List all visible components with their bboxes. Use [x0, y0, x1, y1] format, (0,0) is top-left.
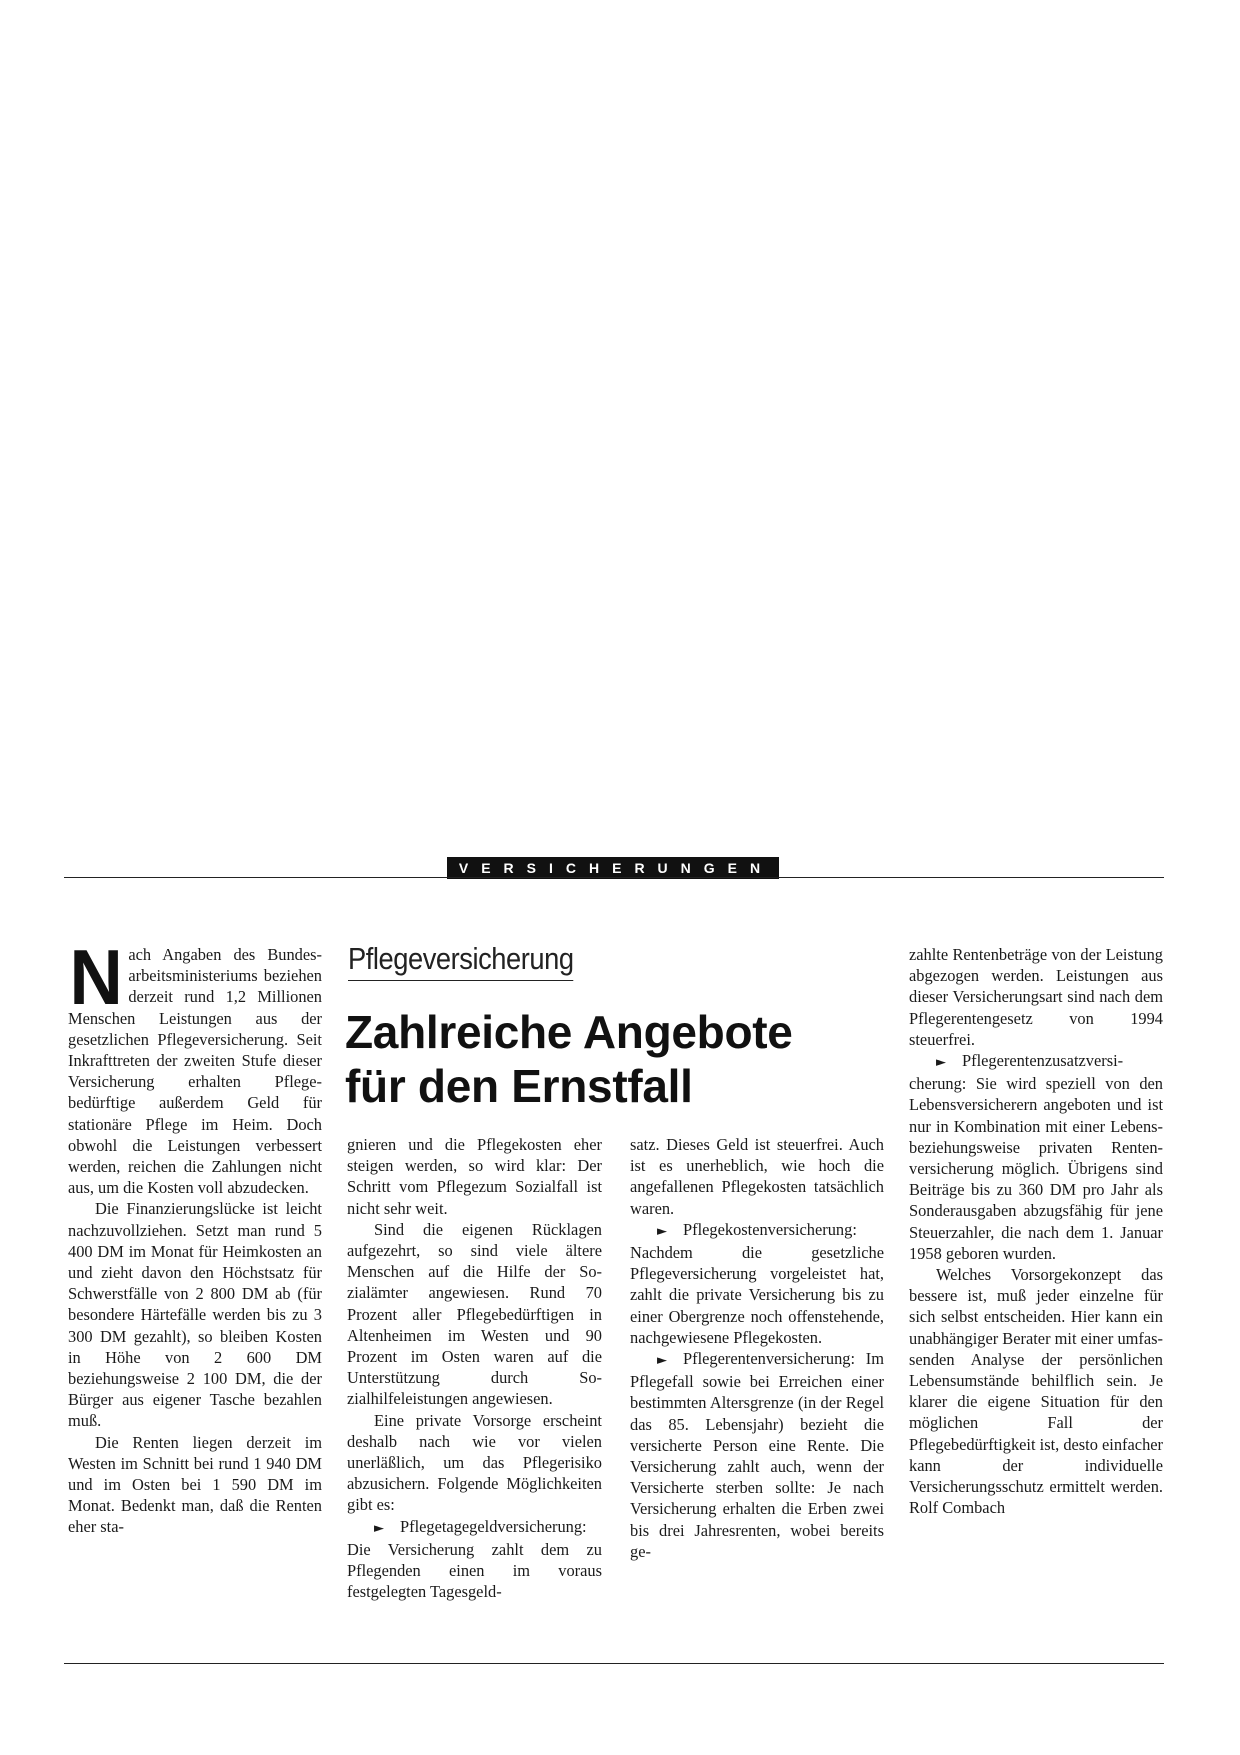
- arrow-bullet-icon: ►: [657, 1353, 667, 1369]
- drop-cap: N: [69, 933, 123, 1021]
- headline-line-2: für den Ernstfall: [345, 1060, 693, 1112]
- bottom-rule: [64, 1663, 1164, 1664]
- text-column-4: [909, 944, 1163, 1518]
- top-rule: [64, 877, 1164, 878]
- paragraph: gnieren und die Pflegekosten eher steigen werden, so wird klar: Der Schritt vom Pflegezum Sozialfall ist nicht sehr weit.: [347, 1135, 602, 1218]
- paragraph: satz. Dieses Geld ist steuerfrei. Auch ist es unerheblich, wie hoch die angefallenen Pflegekosten tatsächlich waren.: [630, 1135, 884, 1218]
- paragraph-text: Welches Vorsorgekonzept das bessere ist, muß jeder einzelne für sich selbst entscheiden. Hier kann ein unabhängiger Berater mit einer umfassenden Analyse der persönlichen Lebensumstände behilflich sein. Je klarer die eigene Situation für den möglichen Fall der Pflegebedürftigkeit ist, desto einfacher kann der individuelle Versicherungsschutz ermittelt werden.: [909, 1265, 1163, 1497]
- paragraph: Eine private Vorsorge erscheint deshalb nach wie vor vielen unerläßlich, um das Pflegerisiko abzusichern. Folgende Möglichkeiten gibt es:: [347, 1410, 602, 1515]
- paragraph-text: Pflegekostenversicherung: Nachdem die gesetzliche Pflegeversicherung vorgeleistet hat, zahlt die private Versicherung bis zu einer Obergrenze noch offenstehende, nachgewiesene Pflegekosten.: [630, 1219, 884, 1347]
- article-headline: [345, 1005, 885, 1113]
- paragraph: Die Finanzierungslücke ist leicht nachzuvollziehen. Setzt man rund 5 400 DM im Monat für Heimkosten an und zieht davon den Höchstsatz für Schwerstfälle von 2 800 DM ab (für besondere Härtefälle werden bis zu 3 300 DM gezahlt), so bleiben Kosten in Höhe von 2 600 DM beziehungsweise 2 100 DM, die der Bürger aus eigener Tasche bezahlen muß.: [68, 1199, 322, 1431]
- arrow-bullet-icon: ►: [936, 1055, 946, 1071]
- arrow-bullet-icon: ►: [657, 1223, 667, 1239]
- paragraph: [68, 933, 322, 1198]
- bullet-paragraph: [347, 1516, 602, 1603]
- headline-line-1: Zahlreiche Angebote: [345, 1006, 793, 1058]
- text-column-2: [347, 1134, 602, 1602]
- paragraph: zahlte Rentenbeträge von der Leistung abgezogen werden. Leistungen aus dieser Versicherungsart sind nach dem Pflegerentengesetz von 1994 steuerfrei.: [909, 945, 1163, 1049]
- text-column-3: [630, 1134, 884, 1562]
- paragraph-text: Pflegetagegeldversicherung: Die Versicherung zahlt dem zu Pflegenden einen im voraus festgelegten Tagesgeld-: [347, 1516, 602, 1602]
- paragraph: Sind die eigenen Rücklagen aufgezehrt, so sind viele ältere Menschen auf die Hilfe der Sozialämter angewiesen. Rund 70 Prozent aller Pflegebedürftigen in Altenheimen im Westen und 90 Prozent im Osten waren auf die Unterstützung durch Sozialhilfeleistungen angewiesen.: [347, 1219, 602, 1409]
- paragraph-text: Pflegerentenversicherung: Im Pflegefall sowie bei Erreichen einer bestimmten Altersgrenze (in der Regel das 85. Lebensjahr) bezieht die versicherte Person eine Rente. Die Versicherung zahlt auch, wenn der Versicherte sterben sollte: Je nach Versicherung erhalten die Erben zwei bis drei Jahresrenten, wobei bereits ge-: [630, 1349, 884, 1561]
- bullet-paragraph: [630, 1348, 884, 1562]
- section-label: VERSICHERUNGEN: [447, 857, 779, 879]
- paragraph-text: Pflegerentenzusatzversicherung: Sie wird speziell von den Lebensversicherern angeboten und ist nur in Kombination mit einer Lebens- beziehungsweise privaten Rentenversicherung möglich. Übrigens sind Beiträge bis zu 360 DM pro Jahr als Sonderausgaben abzugsfähig für jene Steuerzahler, die nach dem 1. Januar 1958 geboren wurden.: [909, 1051, 1163, 1263]
- bullet-paragraph: [909, 1050, 1163, 1264]
- text-column-1: [68, 933, 322, 1538]
- bullet-paragraph: [630, 1219, 884, 1348]
- article-kicker: Pflegeversicherung: [348, 940, 574, 981]
- arrow-bullet-icon: ►: [374, 1520, 384, 1536]
- paragraph-text: ach Angaben des Bundesarbeitsministeriums beziehen derzeit rund 1,2 Millionen Menschen Leistungen aus der gesetzlichen Pflegeversicherung. Seit Inkrafttreten der zweiten Stufe dieser Versicherung erhalten Pflegebedürftige außerdem Geld für stationäre Pflege im Heim. Doch obwohl die Leistungen verbessert werden, reichen die Zahlungen nicht aus, um die Kosten voll abzudecken.: [68, 945, 322, 1198]
- paragraph: [909, 1264, 1163, 1518]
- paragraph: Die Renten liegen derzeit im Westen im Schnitt bei rund 1 940 DM und im Osten bei 1 590 DM im Monat. Bedenkt man, daß die Renten eher sta-: [68, 1432, 322, 1537]
- author-byline: Rolf Combach: [909, 1498, 1006, 1518]
